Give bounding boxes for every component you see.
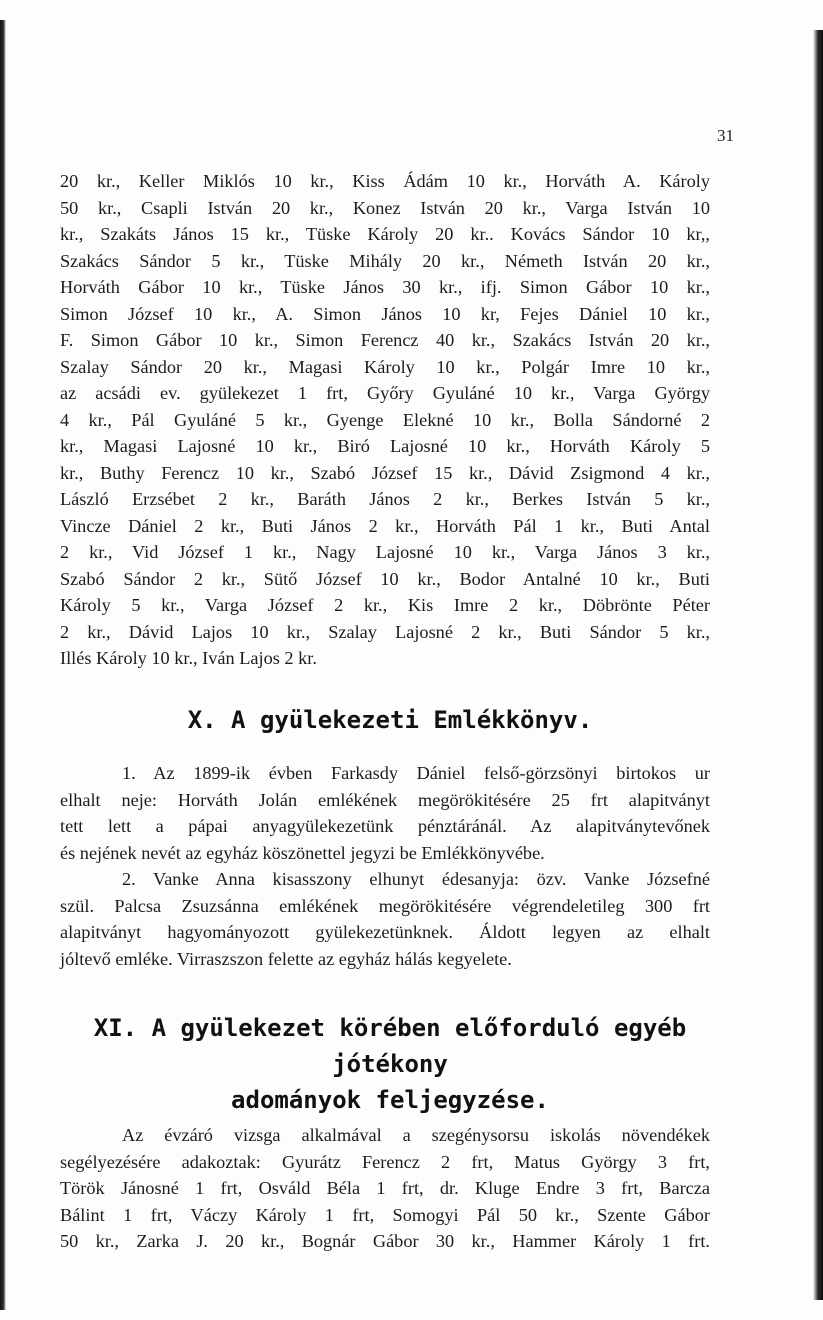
text-line: Simon József 10 kr., A. Simon János 10 kr, Fejes Dániel 10 kr., bbox=[60, 303, 710, 324]
text-line: Szakács Sándor 5 kr., Tüske Mihály 20 kr., Németh István 20 kr., bbox=[60, 250, 710, 271]
text-line: Az évzáró vizsga alkalmával a szegénysorsu iskolás növendékek bbox=[122, 1125, 710, 1145]
text-line: kr., Szakáts János 15 kr., Tüske Károly 20 kr.. Kovács Sándor 10 kr,, bbox=[60, 224, 710, 244]
text-line: Bálint 1 frt, Váczy Károly 1 frt, Somogyi Pál 50 kr., Szente Gábor bbox=[60, 1204, 710, 1225]
section-x-body bbox=[60, 760, 710, 972]
text-line: szül. Palcsa Zsuzsánna emlékének megörökitésére végrendeletileg 300 frt bbox=[60, 895, 710, 916]
text-line: Illés Károly 10 kr., Iván Lajos 2 kr. bbox=[60, 648, 317, 668]
text-line: 2 kr., Dávid Lajos 10 kr., Szalay Lajosné 2 kr., Buti Sándor 5 kr., bbox=[60, 621, 710, 642]
text-line: Károly 5 kr., Varga József 2 kr., Kis Imre 2 kr., Döbrönte Péter bbox=[60, 595, 710, 615]
text-line: tett lett a pápai anyagyülekezetünk pénztáránál. Az alapitványtevőnek bbox=[60, 816, 710, 836]
text-line: 2 kr., Vid József 1 kr., Nagy Lajosné 10 kr., Varga János 3 kr., bbox=[60, 542, 710, 562]
text-line: Horváth Gábor 10 kr., Tüske János 30 kr., ifj. Simon Gábor 10 kr., bbox=[60, 277, 710, 297]
text-line: László Erzsébet 2 kr., Baráth János 2 kr., Berkes István 5 kr., bbox=[60, 489, 710, 509]
text-line: 4 kr., Pál Gyuláné 5 kr., Gyenge Elekné 10 kr., Bolla Sándorné 2 bbox=[60, 409, 710, 430]
text-line: alapitványt hagyományozott gyülekezetünknek. Áldott legyen az elhalt bbox=[60, 922, 710, 942]
text-line: 20 kr., Keller Miklós 10 kr., Kiss Ádám 10 kr., Horváth A. Károly bbox=[60, 171, 710, 191]
section-xi-body bbox=[60, 1122, 710, 1255]
text-line: 1. Az 1899-ik évben Farkasdy Dániel felső-görzsönyi birtokos ur bbox=[122, 763, 710, 783]
text-line: Szalay Sándor 20 kr., Magasi Károly 10 kr., Polgár Imre 10 kr., bbox=[60, 356, 710, 377]
section-x-heading: X. A gyülekezeti Emlékkönyv. bbox=[187, 706, 593, 734]
text-line: 50 kr., Csapli István 20 kr., Konez István 20 kr., Varga István 10 bbox=[60, 197, 710, 218]
text-line: és nejének nevét az egyház köszönettel jegyzi be Emlékkönyvébe. bbox=[60, 842, 545, 863]
text-line: 50 kr., Zarka J. 20 kr., Bognár Gábor 30 kr., Hammer Károly 1 frt. bbox=[60, 1231, 710, 1251]
text-line: segélyezésére adakoztak: Gyurátz Ferencz 2 frt, Matus György 3 frt, bbox=[60, 1151, 710, 1172]
text-line: 2. Vanke Anna kisasszony elhunyt édesanyja: özv. Vanke Józsefné bbox=[122, 869, 710, 889]
section-xi-heading bbox=[40, 1010, 740, 1118]
donors-paragraph bbox=[60, 168, 710, 672]
page-number: 31 bbox=[717, 126, 734, 145]
text-line: elhalt neje: Horváth Jolán emlékének megörökitésére 25 frt alapitványt bbox=[60, 789, 710, 810]
section-xi-heading-line2: adományok feljegyzése. bbox=[231, 1086, 549, 1114]
text-line: Szabó Sándor 2 kr., Sütő József 10 kr., Bodor Antalné 10 kr., Buti bbox=[60, 568, 710, 589]
text-line: kr., Buthy Ferencz 10 kr., Szabó József 15 kr., Dávid Zsigmond 4 kr., bbox=[60, 462, 710, 483]
text-line: kr., Magasi Lajosné 10 kr., Biró Lajosné 10 kr., Horváth Károly 5 bbox=[60, 436, 710, 456]
text-line: az acsádi ev. gyülekezet 1 frt, Győry Gyuláné 10 kr., Varga György bbox=[60, 383, 710, 403]
text-line: F. Simon Gábor 10 kr., Simon Ferencz 40 kr., Szakács István 20 kr., bbox=[60, 330, 710, 350]
right-page-edge bbox=[813, 30, 823, 1300]
text-line: Vincze Dániel 2 kr., Buti János 2 kr., Horváth Pál 1 kr., Buti Antal bbox=[60, 515, 710, 536]
text-line: jóltevő emléke. Virraszszon felette az egyház hálás kegyelete. bbox=[60, 948, 512, 969]
left-page-edge bbox=[0, 20, 6, 1310]
text-line: Török Jánosné 1 frt, Osváld Béla 1 frt, dr. Kluge Endre 3 frt, Barcza bbox=[60, 1178, 710, 1198]
section-xi-heading-line1: XI. A gyülekezet körében előforduló egyéb jótékony bbox=[93, 1014, 687, 1078]
